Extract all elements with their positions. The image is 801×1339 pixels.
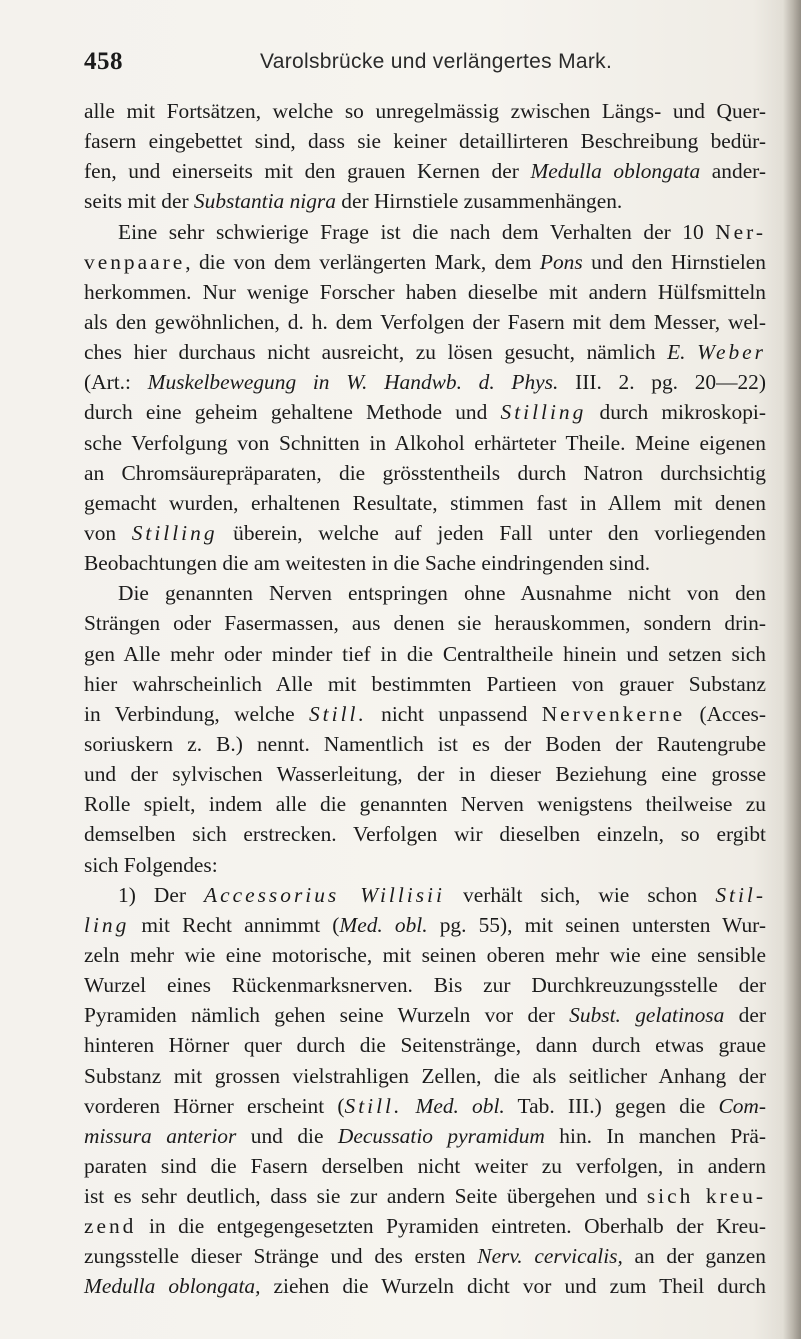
text-segment: Stilling — [131, 520, 218, 545]
text-segment: ist es sehr deutlich, dass sie zur andern Seite übergehen und — [84, 1184, 647, 1209]
text-line — [84, 880, 766, 910]
text-segment: Pyramiden nämlich gehen seine Wurzeln vor der — [84, 1003, 570, 1028]
text-segment: Wurzel eines Rückenmarksnerven. Bis zur Durchkreuzungsstelle der — [84, 973, 766, 998]
body-text — [84, 96, 766, 1302]
text-segment: nicht unpassend — [366, 701, 542, 726]
text-segment: Medulla oblongata — [530, 159, 701, 184]
text-segment: Beobachtungen die am weitesten in die Sache eindringenden sind. — [84, 551, 651, 576]
text-line — [84, 608, 766, 638]
text-segment: hier wahrscheinlich Alle mit bestimmten Partieen von grauer Substanz — [84, 671, 766, 696]
text-segment: vorderen Hörner erscheint ( — [84, 1093, 345, 1118]
text-segment: E. — [667, 340, 698, 365]
text-line — [84, 397, 766, 427]
text-segment: ander- — [700, 159, 767, 184]
page-number: 458 — [84, 48, 123, 75]
text-segment: ling — [84, 912, 130, 937]
text-line — [84, 789, 766, 819]
text-line — [84, 759, 766, 789]
text-segment: ches hier durchaus nicht ausreicht, zu lösen gesucht, nämlich — [84, 340, 668, 365]
text-segment: III. 2. pg. 20—22) — [558, 370, 766, 395]
text-segment: herkommen. Nur wenige Forscher haben dieselbe mit andern Hülfsmitteln — [84, 279, 766, 304]
text-line — [84, 1181, 766, 1211]
text-segment: fen, und einerseits mit den grauen Kernen der — [84, 159, 531, 184]
text-line — [84, 1151, 766, 1181]
text-line — [84, 1030, 766, 1060]
text-segment: Decussatio pyramidum — [337, 1123, 545, 1148]
text-segment: demselben sich erstrecken. Verfolgen wir dieselben einzeln, so ergibt — [84, 822, 766, 847]
text-line — [84, 910, 766, 940]
text-line — [84, 96, 766, 126]
text-segment: Med. obl. — [339, 912, 428, 937]
text-segment: der — [724, 1003, 766, 1028]
text-line — [84, 488, 766, 518]
text-segment: alle mit Fortsätzen, welche so unregelmässig zwischen Längs- und Quer- — [84, 99, 766, 123]
text-line — [84, 578, 766, 608]
text-segment: zend — [84, 1214, 137, 1239]
text-segment: Med. obl. — [402, 1093, 505, 1118]
text-segment: (Acces- — [685, 701, 766, 726]
text-line — [84, 428, 766, 458]
text-line — [84, 1271, 766, 1301]
text-line — [84, 1091, 766, 1121]
text-segment: Subst. gelatinosa — [569, 1003, 725, 1028]
text-line — [84, 669, 766, 699]
text-segment: an der ganzen — [622, 1244, 766, 1269]
text-line — [84, 819, 766, 849]
text-line — [84, 1000, 766, 1030]
text-line — [84, 458, 766, 488]
text-line — [84, 307, 766, 337]
text-line — [84, 639, 766, 669]
text-segment: sich kreu- — [646, 1184, 767, 1209]
text-segment: gemacht wurden, erhaltenen Resultate, stimmen fast in Allem mit denen — [84, 490, 766, 515]
text-line — [84, 1061, 766, 1091]
text-segment: pg. 55), mit seinen untersten Wur- — [427, 912, 766, 937]
text-segment: Weber — [697, 340, 766, 365]
text-segment: fasern eingebettet sind, dass sie keiner detaillirteren Beschreibung bedür- — [84, 129, 766, 154]
text-line — [84, 699, 766, 729]
text-line — [84, 247, 766, 277]
text-segment: Stil- — [715, 882, 766, 907]
text-line — [84, 850, 766, 880]
page-edge-shadow — [783, 0, 801, 1339]
text-segment: und der sylvischen Wasserleitung, der in dieser Beziehung eine grosse — [84, 762, 766, 787]
text-segment: Still. — [308, 701, 367, 726]
text-segment: durch eine geheim gehaltene Methode und — [84, 400, 501, 425]
text-line — [84, 277, 766, 307]
text-segment: gen Alle mehr oder minder tief in die Centraltheile hinein und setzen sich — [84, 641, 766, 666]
text-segment: Com- — [718, 1093, 767, 1118]
text-segment: und die — [236, 1123, 338, 1148]
text-segment: Substanz mit grossen vielstrahligen Zellen, die als seitlicher Anhang der — [84, 1063, 766, 1088]
text-segment: Substantia nigra — [193, 189, 336, 214]
text-segment: sich Folgendes: — [84, 852, 218, 877]
text-segment: soriuskern z. B.) nennt. Namentlich ist es der Boden der Rautengrube — [84, 731, 766, 756]
text-segment: durch mikroskopi- — [586, 400, 766, 425]
text-line — [84, 970, 766, 1000]
text-segment: in Verbindung, welche — [84, 701, 309, 726]
text-segment: missura anterior — [84, 1123, 237, 1148]
text-segment: Rolle spielt, indem alle die genannten Nerven wenigstens theilweise zu — [84, 792, 766, 817]
text-line — [84, 940, 766, 970]
text-segment: Strängen oder Fasermassen, aus denen sie herauskommen, sondern drin- — [84, 611, 766, 636]
text-segment: Pons — [539, 249, 583, 274]
text-line — [84, 729, 766, 759]
text-segment: ziehen die Wurzeln dicht vor und zum Theil durch — [260, 1274, 766, 1299]
text-segment: Muskelbewegung in W. Handwb. d. Phys. — [147, 370, 559, 395]
text-segment: zeln mehr wie eine motorische, mit seinen oberen mehr wie eine sensible — [84, 942, 766, 967]
text-segment: paraten sind die Fasern derselben nicht weiter zu verfolgen, in andern — [84, 1153, 766, 1178]
text-segment: Accessorius Willisii — [204, 882, 445, 907]
text-segment: verhält sich, wie schon — [444, 882, 716, 907]
text-line — [84, 367, 766, 397]
text-segment: Ner- — [715, 219, 766, 244]
text-segment: Stilling — [500, 400, 587, 425]
text-segment: Still. — [344, 1093, 403, 1118]
text-segment: (Art.: — [84, 370, 148, 395]
page-header — [84, 48, 764, 84]
text-segment: seits mit der — [84, 189, 194, 214]
text-segment: Nervenkerne — [541, 701, 686, 726]
text-line — [84, 1241, 766, 1271]
text-segment: Nerv. cervicalis, — [477, 1244, 623, 1269]
text-segment: , die von dem verlängerten Mark, dem — [185, 249, 540, 274]
text-segment: als den gewöhnlichen, d. h. dem Verfolgen der Fasern mit dem Messer, wel- — [84, 309, 766, 334]
text-segment: an Chromsäurepräparaten, die grösstentheils durch Natron durchsichtig — [84, 460, 766, 485]
text-line — [84, 337, 766, 367]
text-segment: hin. In manchen Prä- — [544, 1123, 767, 1148]
text-segment: der Hirnstiele zusammenhängen. — [335, 189, 623, 214]
text-segment: mit Recht annimmt ( — [129, 912, 340, 937]
text-line — [84, 126, 766, 156]
text-segment: überein, welche auf jeden Fall unter den vorliegenden — [217, 520, 767, 545]
text-segment: 1) Der — [118, 882, 205, 907]
text-segment: hinteren Hörner quer durch die Seitenstränge, dann durch etwas graue — [84, 1033, 766, 1058]
text-line — [84, 156, 766, 186]
text-segment: sche Verfolgung von Schnitten in Alkohol erhärteter Theile. Meine eigenen — [84, 430, 766, 455]
text-line — [84, 1121, 766, 1151]
text-line — [84, 217, 766, 247]
text-segment: Medulla oblongata, — [84, 1274, 261, 1299]
text-segment: in die entgegengesetzten Pyramiden eintreten. Oberhalb der Kreu- — [136, 1214, 766, 1239]
text-line — [84, 1211, 766, 1241]
text-segment: Tab. III.) gegen die — [504, 1093, 719, 1118]
text-segment: Eine sehr schwierige Frage ist die nach dem Verhalten der 10 — [118, 219, 716, 244]
text-segment: und den Hirnstielen — [582, 249, 766, 274]
text-line — [84, 186, 766, 216]
text-segment: zungsstelle dieser Stränge und des ersten — [84, 1244, 478, 1269]
text-segment: von — [84, 520, 132, 545]
text-segment: venpaare — [84, 249, 186, 274]
text-line — [84, 518, 766, 548]
running-head: Varolsbrücke und verlängertes Mark. — [260, 50, 613, 73]
text-line — [84, 548, 766, 578]
text-segment: Die genannten Nerven entspringen ohne Ausnahme nicht von den — [118, 581, 766, 606]
